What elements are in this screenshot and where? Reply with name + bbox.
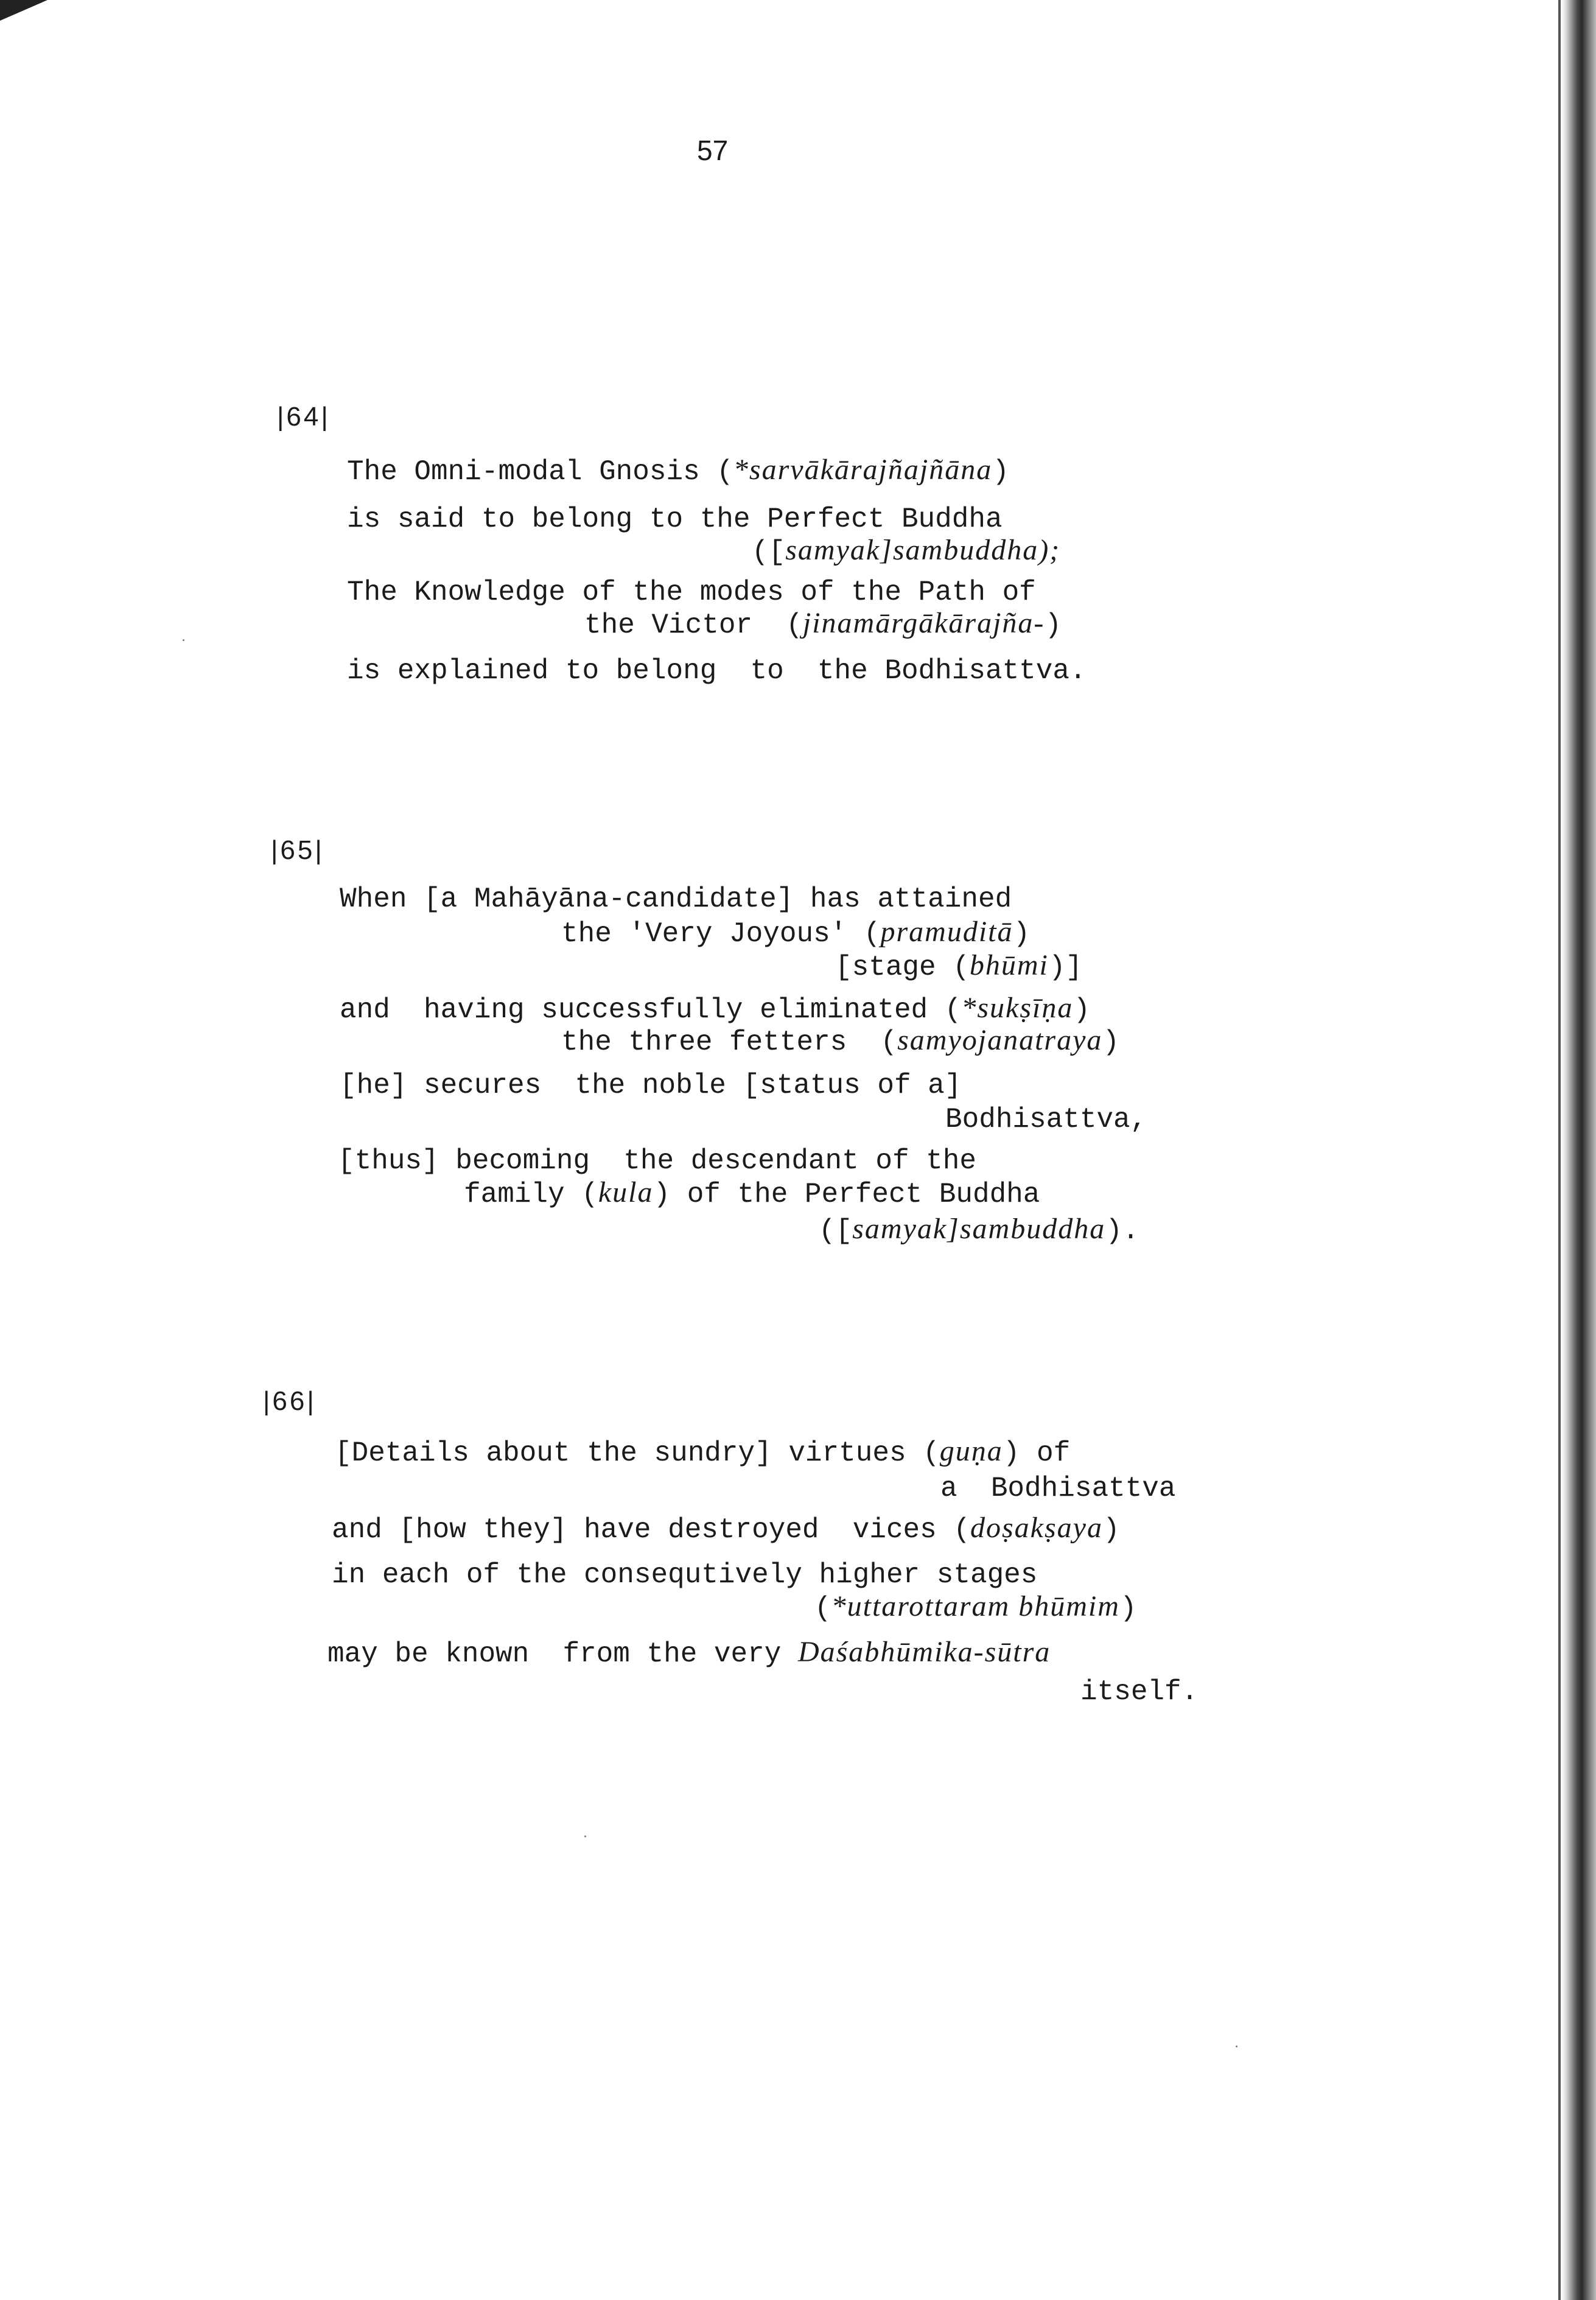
verse-line: ([samyak]sambuddha);	[752, 534, 1061, 568]
verse-line: [thus] becoming the descendant of the	[338, 1145, 976, 1177]
verse-line: The Omni-modal Gnosis (*sarvākārajñajñāna)	[347, 454, 1009, 488]
verse-number: |65|	[271, 835, 324, 865]
verse-line: [he] secures the noble [status of a]	[340, 1070, 962, 1101]
page-number: 57	[697, 135, 729, 166]
verse-line: the 'Very Joyous' (pramuditā)	[561, 916, 1031, 950]
verse-line: itself.	[1080, 1676, 1199, 1708]
scan-speck	[183, 639, 184, 641]
verse-line: the Victor (jinamārgākārajña-)	[584, 607, 1062, 641]
scan-speck	[1236, 2046, 1237, 2047]
verse-line: the three fetters (samyojanatraya)	[561, 1024, 1120, 1058]
verse-number: |64|	[277, 402, 331, 432]
verse-line: [Details about the sundry] virtues (guṇa) of	[335, 1435, 1071, 1469]
verse-number: |66|	[263, 1386, 317, 1416]
scan-binding-shadow	[1561, 0, 1596, 2300]
verse-line: Bodhisattva,	[945, 1104, 1147, 1135]
scan-corner-mark	[0, 0, 47, 21]
verse-line: and having successfully eliminated (*sukṣīṇa)	[340, 992, 1090, 1026]
verse-line: (*uttarottaram bhūmim)	[814, 1590, 1137, 1624]
verse-line: and [how they] have destroyed vices (doṣakṣaya)	[332, 1512, 1120, 1546]
verse-line: The Knowledge of the modes of the Path of	[347, 577, 1036, 608]
verse-line: family (kula) of the Perfect Buddha	[464, 1176, 1040, 1210]
verse-line: is said to belong to the Perfect Buddha	[347, 503, 1003, 535]
verse-line: a Bodhisattva	[940, 1473, 1176, 1504]
verse-line: in each of the consequtively higher stages	[332, 1559, 1038, 1591]
verse-line: When [a Mahāyāna-candidate] has attained	[340, 883, 1012, 915]
verse-line: ([samyak]sambuddha).	[819, 1213, 1139, 1247]
verse-line: is explained to belong to the Bodhisattva.	[347, 655, 1087, 687]
verse-line: [stage (bhūmi)]	[835, 949, 1083, 983]
verse-line: may be known from the very Daśabhūmika-sūtra	[327, 1636, 1051, 1670]
scan-page-edge	[1558, 0, 1561, 2300]
scan-speck	[584, 1835, 586, 1837]
